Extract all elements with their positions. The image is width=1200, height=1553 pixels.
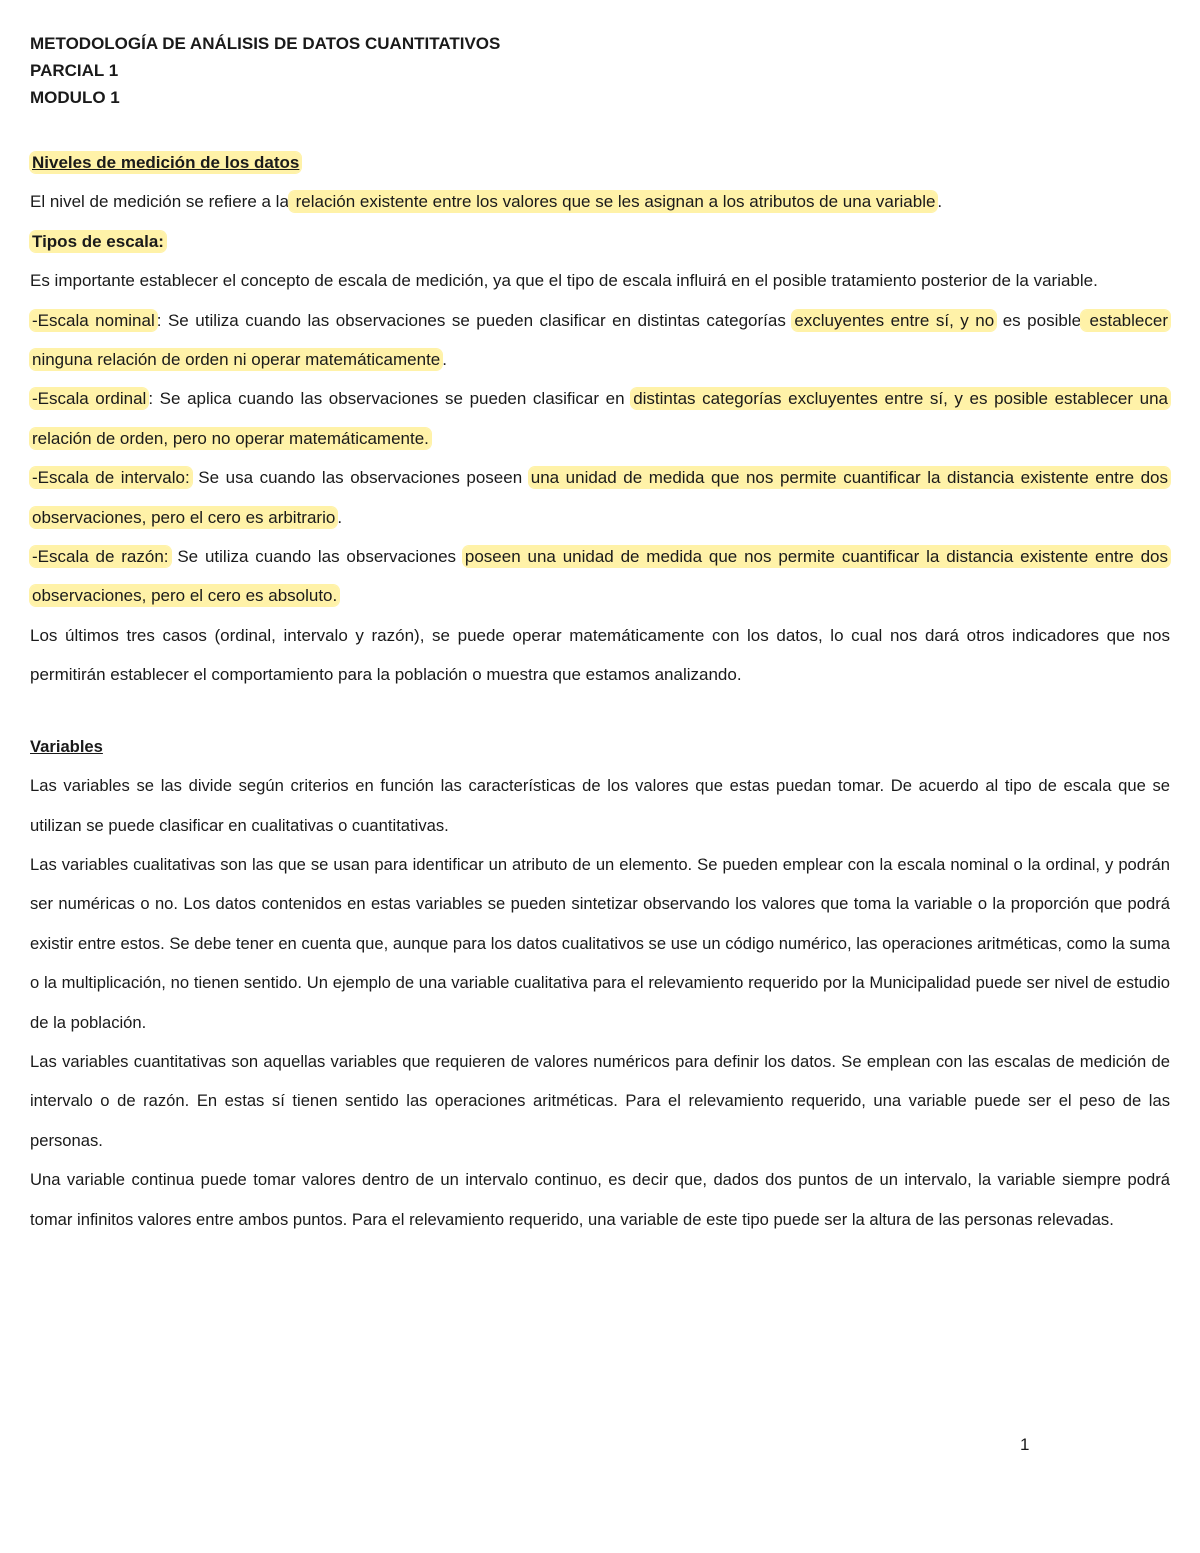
escala-razon <box>30 537 1170 616</box>
document-subtitle-parcial: PARCIAL 1 <box>30 61 119 80</box>
variables-paragraph-4: Una variable continua puede tomar valores dentro de un intervalo continuo, es decir que, dados dos puntos de un intervalo, la variable siempre podrá tomar infinitos valores entre ambos puntos. Para el relevamiento requerido, una variable de este tipo puede ser la altura de las personas relevadas. <box>30 1170 1170 1229</box>
intervalo-highlight1: una unidad de medida que nos permite cuantificar la distancia existente entre dos observaciones, pero el cero es arbitrario <box>32 468 1168 527</box>
razon-label: -Escala de razón: <box>32 547 169 567</box>
intervalo-end: . <box>337 507 343 527</box>
tipos-heading-line <box>30 222 1170 261</box>
nominal-colon: : <box>156 310 162 330</box>
document-header <box>30 30 1170 111</box>
ordinal-label: -Escala ordinal <box>32 389 147 409</box>
variables-paragraph-2: Las variables cualitativas son las que se usan para identificar un atributo de un elemento. Se pueden emplear con la escala nominal o la ordinal, y podrán ser numéricas o no. Los datos contenidos en estas variables se pueden sintetizar observando los valores que toma la variable o la proporción que podrá existir entre estos. Se debe tener en cuenta que, aunque para los datos cualitativos se use un código numérico, las operaciones aritméticas, como la suma o la multiplicación, no tienen sentido. Un ejemplo de una variable cualitativa para el relevamiento requerido por la Municipalidad puede ser nivel de estudio de la población. <box>30 854 1170 1032</box>
variables-paragraph-1: Las variables se las divide según criterios en función las características de los valores que estas puedan tomar. De acuerdo al tipo de escala que se utilizan se puede clasificar en cualitativas o cuantitativas. <box>30 776 1170 835</box>
section-variables <box>30 727 1170 1239</box>
document-subtitle-modulo: MODULO 1 <box>30 88 120 107</box>
nominal-highlight1: excluyentes entre sí, y no <box>794 310 995 330</box>
definition-highlight: relación existente entre los valores que se les asignan a los atributos de una variable <box>290 192 936 212</box>
nominal-text1: Se utiliza cuando las observaciones se pueden clasificar en distintas categorías <box>161 310 793 330</box>
razon-text1: Se utiliza cuando las observaciones <box>170 547 463 567</box>
definition-text: El nivel de medición se refiere a la <box>30 192 289 212</box>
niveles-definition <box>30 182 1170 221</box>
document-title: METODOLOGÍA DE ANÁLISIS DE DATOS CUANTITATIVOS <box>30 34 501 53</box>
ordinal-colon: : <box>148 389 154 409</box>
nominal-text2: es posible <box>996 310 1082 330</box>
razon-highlight1: poseen una unidad de medida que nos permite cuantificar la distancia existente entre dos observaciones, pero el cero es absoluto. <box>32 547 1169 606</box>
tipos-heading: Tipos de escala: <box>32 231 164 251</box>
tipos-intro: Es importante establecer el concepto de escala de medición, ya que el tipo de escala influirá en el posible tratamiento posterior de la variable. <box>30 271 1098 291</box>
section-niveles <box>30 143 1170 695</box>
intervalo-label: -Escala de intervalo: <box>32 468 190 488</box>
page-number: 1 <box>1020 1435 1030 1454</box>
niveles-closing: Los últimos tres casos (ordinal, intervalo y razón), se puede operar matemáticamente con los datos, lo cual nos dará otros indicadores que nos permitirán establecer el comportamiento para la población o muestra que estamos analizando. <box>30 625 1170 685</box>
nominal-end: . <box>442 350 447 370</box>
definition-end: . <box>937 192 943 212</box>
escala-intervalo <box>30 458 1170 537</box>
nominal-label: -Escala nominal <box>32 310 155 330</box>
section-heading-variables <box>30 727 1170 766</box>
nominal-highlight2: establecer ninguna relación de orden ni operar matemáticamente <box>32 310 1168 370</box>
escala-nominal <box>30 301 1170 380</box>
intervalo-text1: Se usa cuando las observaciones poseen <box>191 468 529 488</box>
ordinal-text1: Se aplica cuando las observaciones se pueden clasificar en <box>153 389 632 409</box>
section-heading-niveles <box>30 143 1170 182</box>
ordinal-highlight1: distintas categorías excluyentes entre sí, y es posible establecer una relación de orden, pero no operar matemáticamente. <box>32 389 1168 448</box>
escala-ordinal <box>30 379 1170 458</box>
variables-paragraph-3: Las variables cuantitativas son aquellas variables que requieren de valores numéricos para definir los datos. Se emplean con las escalas de medición de intervalo o de razón. En estas sí tienen sentido las operaciones aritméticas. Para el relevamiento requerido, una variable puede ser el peso de las personas. <box>30 1051 1170 1150</box>
niveles-heading: Niveles de medición de los datos <box>32 153 300 172</box>
variables-heading: Variables <box>30 736 103 756</box>
